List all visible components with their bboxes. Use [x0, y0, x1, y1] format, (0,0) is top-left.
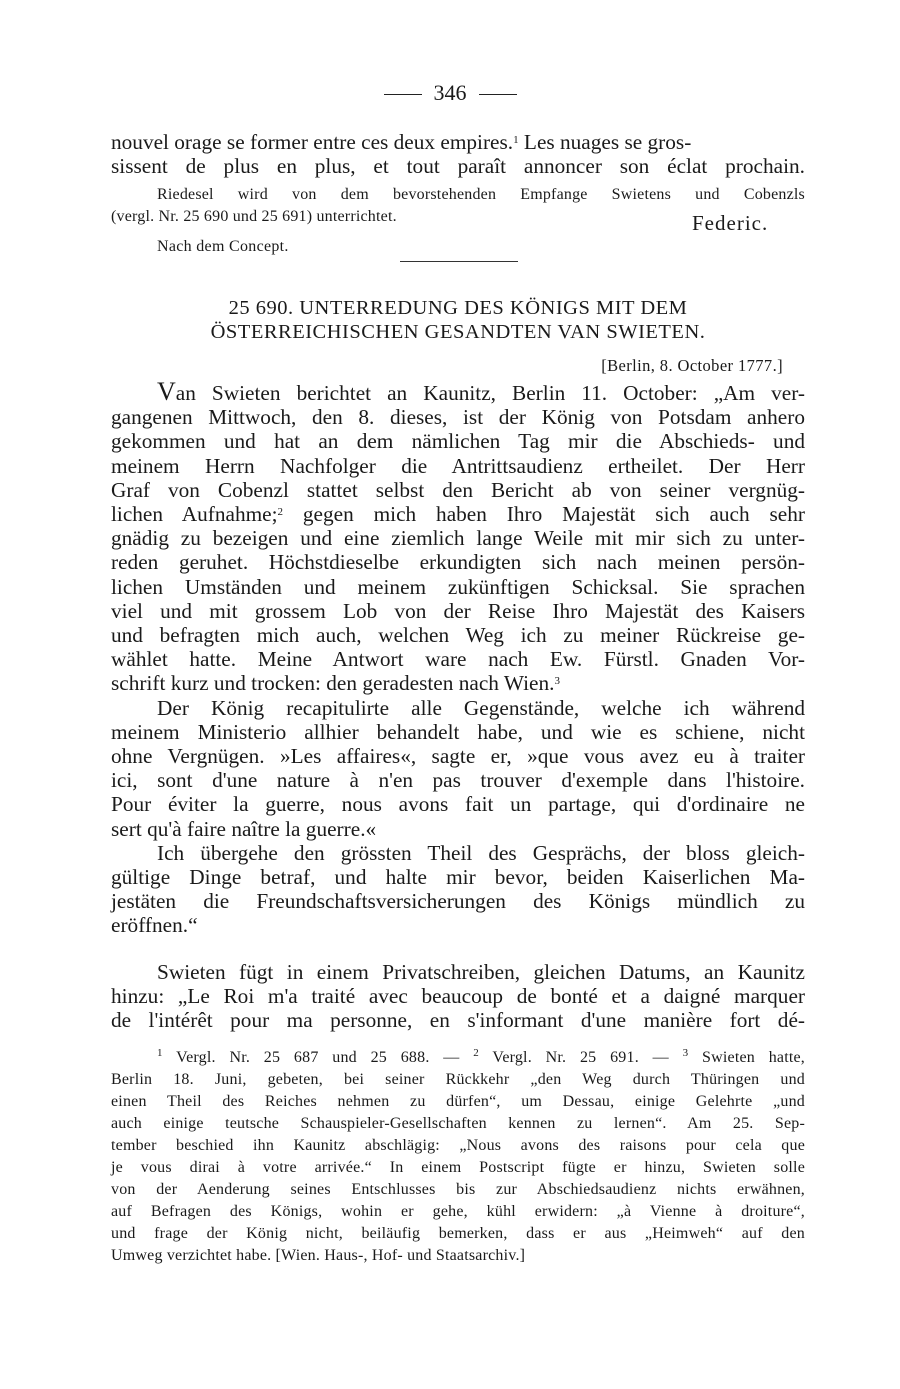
text-line: lichen Umständen und meinem zukünftigen Schicksal. Sie sprachen	[111, 574, 805, 599]
text-line: sert qu'à faire naître la guerre.«	[111, 816, 377, 841]
text-line: Ich übergehe den grössten Theil des Gesprächs, der bloss gleich-	[157, 840, 805, 865]
section-date: [Berlin, 8. October 1777.]	[601, 356, 783, 375]
footnote-line: Berlin 18. Juni, gebeten, bei seiner Rückkehr „den Weg durch Thüringen und	[111, 1071, 805, 1088]
footnote-line: auf Befragen des Königs, wohin er gehe, kühl erwidern: „à Vienne à droiture“,	[111, 1203, 805, 1220]
text-line: hinzu: „Le Roi m'a traité avec beaucoup de bonté et a daigné marquer	[111, 984, 805, 1009]
header-dash-left	[384, 94, 422, 95]
text-line: Van Swieten berichtet an Kaunitz, Berlin 11. October: „Am ver-	[157, 377, 805, 406]
text-line: ohne Vergnügen. »Les affaires«, sagte er, »que vous avez eu à traiter	[111, 744, 805, 769]
section-title: 25 690. UNTERREDUNG DES KÖNIGS MIT DEM ÖSTERREICHISCHEN GESANDTEN VAN SWIETEN.	[210, 297, 706, 343]
initial-letter: V	[157, 377, 176, 406]
text-line: schrift kurz und trocken: den geradesten nach Wien.$^3$	[111, 671, 560, 696]
text-line: jestäten die Freundschaftsversicherungen des Königs mündlich zu	[111, 889, 805, 914]
footnote-ref: 3	[554, 675, 560, 688]
footnote-line: von der Aenderung seines Entschlusses bis zur Abschiedsaudienz nichts erwähnen,	[111, 1181, 805, 1198]
text-line: eröffnen.“	[111, 913, 198, 938]
text-line: gnädig zu bezeigen und eine ziemlich lange Weile mit mir sich zu unter-	[111, 526, 805, 551]
text-line: gangenen Mittwoch, den 8. dieses, ist der König von Potsdam anhero	[111, 405, 805, 430]
footnote-line: $^1$ Vergl. Nr. 25 687 und 25 688. — $^2$ Vergl. Nr. 25 691. — $^3$ Swieten hatte,	[157, 1047, 805, 1066]
text-line: Pour éviter la guerre, nous avons fait un partage, qui d'ordinaire ne	[111, 792, 805, 817]
text-line: de l'intérêt pour ma personne, en s'informant d'une manière fort dé-	[111, 1008, 805, 1033]
footnote-line: je vous dirai à votre arrivée.“ In einem Postscript fügte er hinzu, Swieten solle	[111, 1159, 805, 1176]
page-number: 346	[433, 80, 467, 105]
footnote-line: und frage der König nicht, beiläufig bemerken, dass er aus „Heimweh“ auf den	[111, 1225, 805, 1242]
page-header	[0, 80, 900, 106]
signature: Federic.	[692, 211, 769, 235]
text-line: Der König recapitulirte alle Gegenstände, welche ich während	[157, 695, 805, 720]
footnote-ref: 2	[277, 506, 284, 519]
text-line: meinem Ministerio allhier behandelt habe, und wie es schiene, nicht	[111, 719, 805, 744]
footnote-line: einen Theil des Reiches nehmen zu dürfen“, um Dessau, einige Gelehrte „und	[111, 1093, 805, 1110]
text-line: gekommen und hat an dem nämlichen Tag mir die Abschieds- und	[111, 429, 805, 454]
text-line: wählet hatte. Meine Antwort ware nach Ew. Fürstl. Gnaden Vor-	[111, 647, 805, 672]
intro-text	[111, 130, 805, 178]
text-line: meinem Herrn Nachfolger die Antrittsaudienz ertheilet. Der Herr	[111, 453, 805, 478]
closing-paragraph	[111, 960, 805, 1033]
source-note: Nach dem Concept.	[157, 238, 289, 255]
footnote-line: auch einige teutsche Schauspieler-Gesellschaften kennen zu lernen“. Am 25. Sep-	[111, 1115, 805, 1132]
text-line: Swieten fügt in einem Privatschreiben, gleichen Datums, an Kaunitz	[157, 960, 805, 984]
footnotes	[111, 1047, 805, 1267]
text-line: viel und mit grossem Lob von der Reise Ihro Majestät des Kaisers	[111, 598, 805, 623]
text-line: ici, sont d'une nature à n'en pas trouver d'exemple dans l'histoire.	[111, 768, 805, 793]
note-line: (vergl. Nr. 25 690 und 25 691) unterrichtet.	[111, 208, 397, 225]
footnote-line: Umweg verzichtet habe. [Wien. Haus-, Hof- und Staatsarchiv.]	[111, 1247, 526, 1264]
intro-line: sissent de plus en plus, et tout paraît annoncer son éclat prochain.	[111, 154, 805, 179]
text-line: und befragten mich auch, welchen Weg ich zu meiner Rückreise ge-	[111, 623, 805, 648]
main-text	[111, 377, 805, 938]
text-line: reden geruhet. Höchstdieselbe erkundigten sich nach meinen persön-	[111, 550, 805, 575]
section-divider	[400, 261, 518, 262]
intro-line: nouvel orage se former entre ces deux empires.$^1$ Les nuages se gros-	[111, 130, 692, 154]
text-line: Graf von Cobenzl stattet selbst den Bericht ab von seiner vergnüg-	[111, 477, 805, 502]
footnote-line: tember beschied ihn Kaunitz abschlägig: „Nous avons des raisons pour cela que	[111, 1137, 805, 1154]
header-dash-right	[479, 94, 517, 95]
note-line: Riedesel wird von dem bevorstehenden Empfange Swietens und Cobenzls	[157, 186, 805, 203]
footnote-ref: 1	[513, 134, 519, 146]
text-line: gültige Dinge betraf, und halte mir bevor, beiden Kaiserlichen Ma-	[111, 865, 805, 890]
text-line: lichen Aufnahme;$^2$ gegen mich haben Ihro Majestät sich auch sehr	[111, 502, 805, 527]
